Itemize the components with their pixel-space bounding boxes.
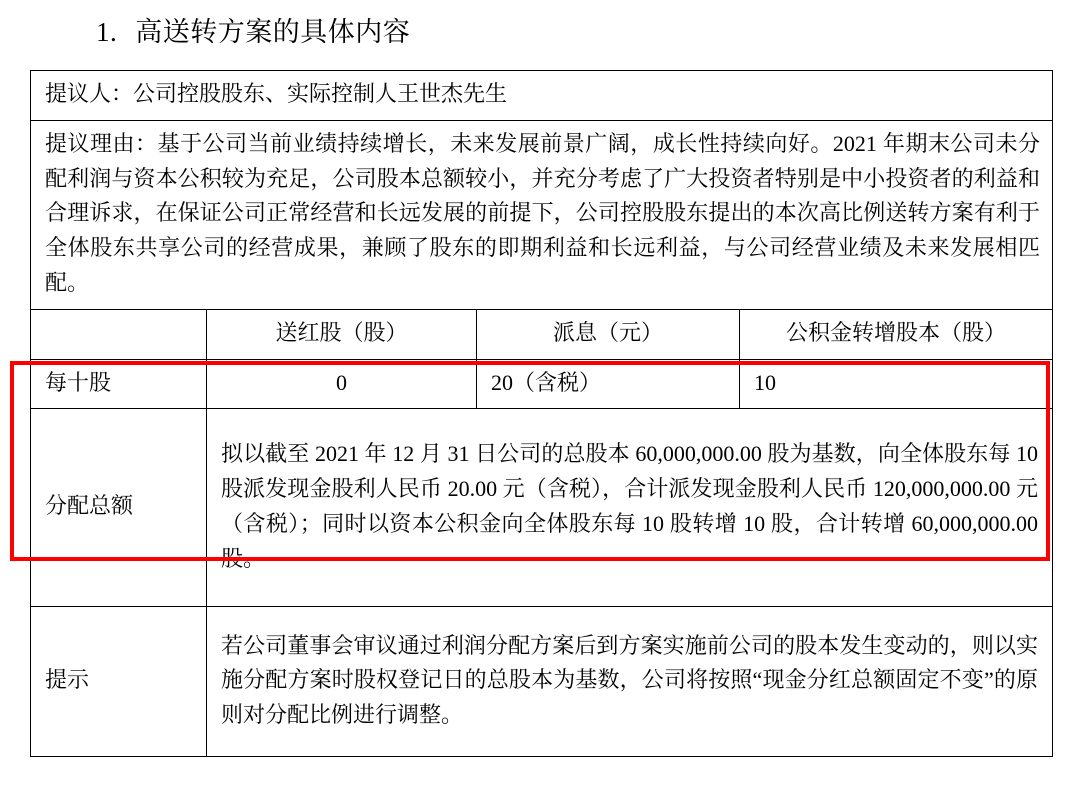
per-ten-bonus-shares: 0 [207,359,477,409]
plan-table [30,70,1053,757]
table-row-header [31,309,1053,359]
total-distribution-text: 拟以截至 2021 年 12 月 31 日公司的总股本 60,000,000.00 股为基数，向全体股东每 10 股派发现金股利人民币 20.00 元（含税），合计派发现金股利人民币 120,000,000.00 元（含税）；同时以资本公积金向全体股东每 10 股转增 10 股，合计转增 60,000,000.00 股。 [207,409,1053,607]
total-distribution-label: 分配总额 [31,409,207,607]
table-row-total-distribution [31,409,1053,607]
per-ten-capitalization: 10 [740,359,1053,409]
per-ten-label: 每十股 [31,359,207,409]
heading-number: 1. [96,17,118,47]
table-row-per-ten-shares [31,359,1053,409]
proposer-cell: 提议人：公司控股股东、实际控制人王世杰先生 [31,71,1053,121]
header-capitalization: 公积金转增股本（股） [740,309,1053,359]
page-heading [96,10,410,49]
header-dividend: 派息（元） [477,309,740,359]
table-row-reason [31,120,1053,309]
heading-text: 高送转方案的具体内容 [135,17,411,47]
header-blank [31,309,207,359]
header-bonus-shares: 送红股（股） [207,309,477,359]
reason-cell: 提议理由：基于公司当前业绩持续增长，未来发展前景广阔，成长性持续向好。2021 年期末公司未分配利润与资本公积较为充足，公司股本总额较小，并充分考虑了广大投资者特别是中小投资者的利益和合理诉求，在保证公司正常经营和长远发展的前提下，公司控股股东提出的本次高比例送转方案有利于全体股东共享公司的经营成果，兼顾了股东的即期利益和长远利益，与公司经营业绩及未来发展相匹配。 [31,120,1053,309]
per-ten-dividend: 20（含税） [477,359,740,409]
table-row-proposer [31,71,1053,121]
plan-table-wrapper [30,70,1052,757]
note-label: 提示 [31,607,207,757]
table-row-note [31,607,1053,757]
note-text: 若公司董事会审议通过利润分配方案后到方案实施前公司的股本发生变动的，则以实施分配方案时股权登记日的总股本为基数，公司将按照“现金分红总额固定不变”的原则对分配比例进行调整。 [207,607,1053,757]
